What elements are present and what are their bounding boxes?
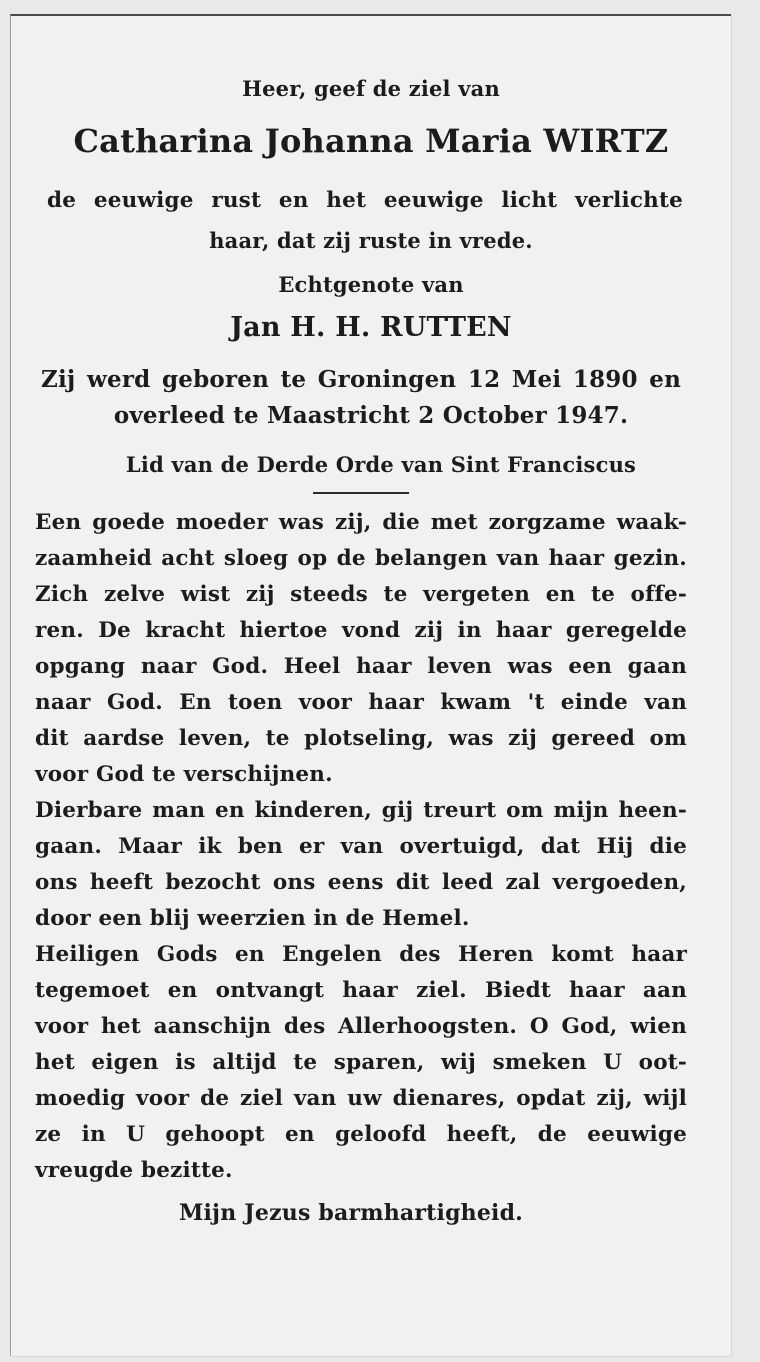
body-line: Heiligen Gods en Engelen des Heren komt haar: [35, 942, 687, 967]
body-line: naar God. En toen voor haar kwam 't einde van: [35, 690, 687, 715]
body-line: voor het aanschijn des Allerhoogsten. O God, wien: [35, 1014, 687, 1039]
body-line: voor God te verschijnen.: [35, 762, 333, 787]
divider-rule: [313, 492, 409, 494]
body-line: tegemoet en ontvangt haar ziel. Biedt haar aan: [35, 978, 687, 1003]
rest-line-1: de eeuwige rust en het eeuwige licht verlichte: [47, 188, 683, 213]
closing-invocation: Mijn Jezus barmhartigheid.: [178, 1200, 524, 1226]
memorial-card: [10, 14, 731, 1356]
body-line: ren. De kracht hiertoe vond zij in haar geregelde: [35, 618, 687, 643]
body-line: vreugde bezitte.: [35, 1158, 233, 1183]
birth-line: Zij werd geboren te Groningen 12 Mei 1890 en: [41, 366, 681, 393]
body-line: moedig voor de ziel van uw dienares, opdat zij, wijl: [35, 1086, 687, 1111]
rest-line-2: haar, dat zij ruste in vrede.: [209, 228, 533, 253]
body-line: ons heeft bezocht ons eens dit leed zal vergoeden,: [35, 870, 687, 895]
death-line: overleed te Maastricht 2 October 1947.: [113, 402, 629, 429]
body-line: Een goede moeder was zij, die met zorgzame waak-: [35, 510, 687, 535]
spouse-name: Jan H. H. RUTTEN: [230, 312, 512, 343]
body-line: dit aardse leven, te plotseling, was zij gereed om: [35, 726, 687, 751]
body-line: ze in U gehoopt en geloofd heeft, de eeuwige: [35, 1122, 687, 1147]
spouse-label: Echtgenote van: [278, 272, 464, 297]
body-line: Zich zelve wist zij steeds te vergeten en te offe-: [35, 582, 687, 607]
body-line: het eigen is altijd te sparen, wij smeken U oot-: [35, 1050, 687, 1075]
body-line: gaan. Maar ik ben er van overtuigd, dat Hij die: [35, 834, 687, 859]
body-line: Dierbare man en kinderen, gij treurt om mijn heen-: [35, 798, 687, 823]
prayer-opening: Heer, geef de ziel van: [242, 76, 500, 101]
body-line: opgang naar God. Heel haar leven was een gaan: [35, 654, 687, 679]
body-line: zaamheid acht sloeg op de belangen van haar gezin.: [35, 546, 687, 571]
order-line: Lid van de Derde Orde van Sint Franciscus: [125, 452, 637, 477]
deceased-name: Catharina Johanna Maria WIRTZ: [73, 122, 669, 160]
body-line: door een blij weerzien in de Hemel.: [35, 906, 470, 931]
